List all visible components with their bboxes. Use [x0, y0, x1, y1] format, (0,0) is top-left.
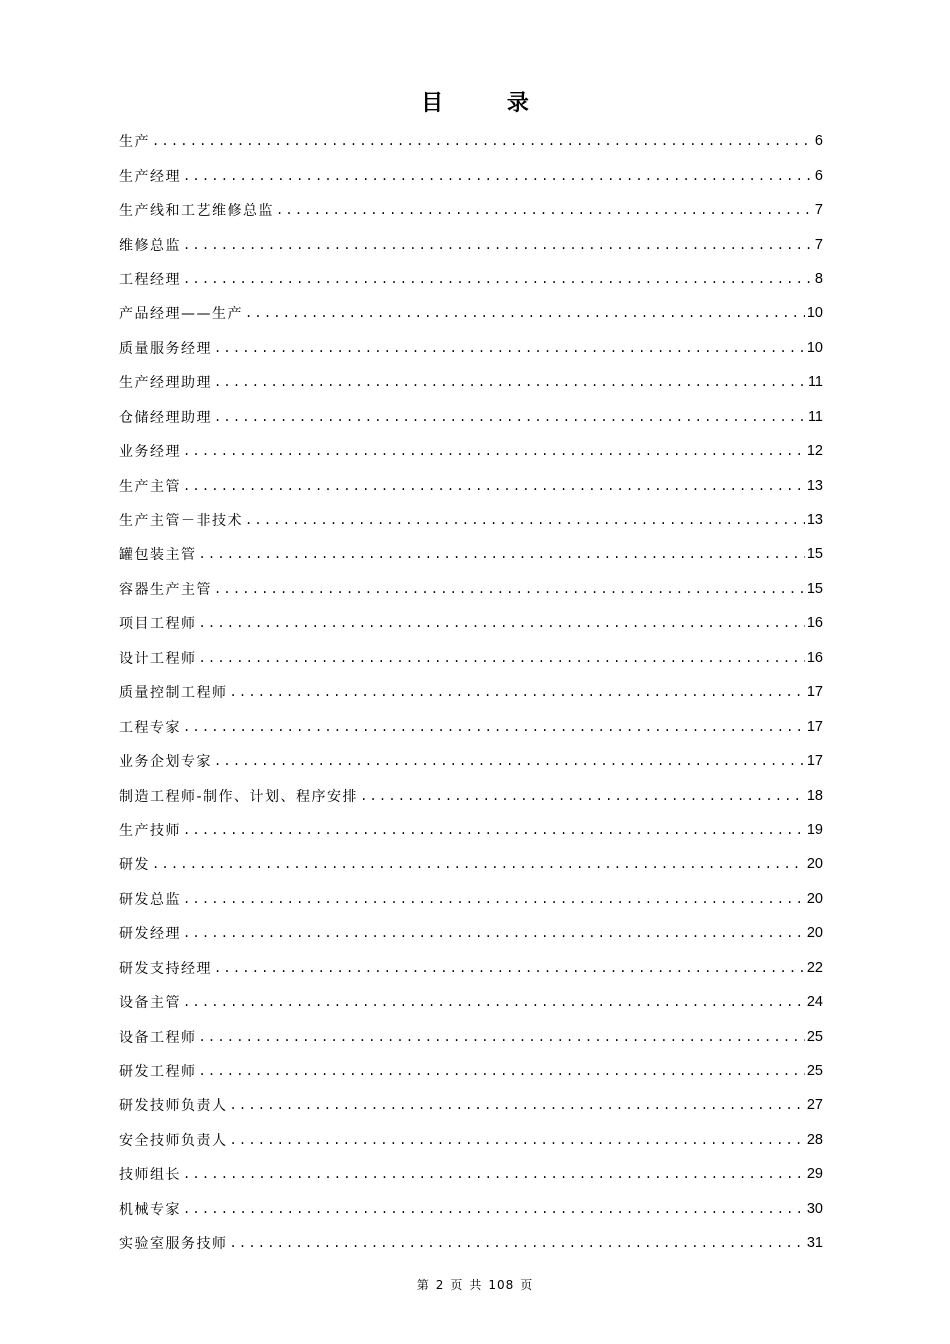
toc-entry-label: 质量控制工程师: [119, 685, 228, 702]
toc-dot-leader: [183, 823, 805, 837]
toc-dot-leader: [214, 754, 805, 768]
toc-entry[interactable]: [119, 124, 823, 158]
footer-page-word: 页: [450, 1278, 464, 1292]
toc-dot-leader: [199, 547, 805, 561]
footer-total-pages: 108: [488, 1278, 515, 1292]
toc-dot-leader: [276, 203, 813, 217]
toc-entry-label: 设计工程师: [119, 650, 197, 667]
toc-dot-leader: [214, 375, 806, 389]
toc-dot-leader: [152, 134, 813, 148]
toc-entry-page-number: 28: [806, 1131, 823, 1148]
toc-entry[interactable]: [119, 503, 823, 537]
footer-current-page: 2: [435, 1278, 445, 1292]
toc-entry[interactable]: [119, 1054, 823, 1088]
toc-entry[interactable]: [119, 744, 823, 778]
toc-entry-label: 质量服务经理: [119, 340, 212, 357]
toc-dot-leader: [183, 926, 805, 940]
toc-entry-label: 研发经理: [119, 926, 181, 943]
toc-entry-label: 研发: [119, 857, 150, 874]
toc-entry-page-number: 8: [814, 270, 823, 287]
toc-entry-page-number: 20: [806, 856, 823, 873]
toc-dot-leader: [183, 1202, 805, 1216]
toc-entry-page-number: 17: [806, 753, 823, 770]
toc-entry[interactable]: [119, 675, 823, 709]
toc-entry-page-number: 16: [806, 649, 823, 666]
toc-entry[interactable]: [119, 882, 823, 916]
toc-entry-page-number: 6: [814, 133, 823, 150]
toc-entry[interactable]: [119, 847, 823, 881]
toc-dot-leader: [214, 341, 805, 355]
toc-entry-label: 设备主管: [119, 995, 181, 1012]
toc-entry[interactable]: [119, 434, 823, 468]
toc-entry-label: 生产经理助理: [119, 375, 212, 392]
toc-entry-label: 容器生产主管: [119, 581, 212, 598]
toc-entry-label: 工程经理: [119, 271, 181, 288]
toc-entry[interactable]: [119, 400, 823, 434]
toc-entry[interactable]: [119, 606, 823, 640]
toc-entry[interactable]: [119, 1157, 823, 1191]
toc-dot-leader: [199, 1030, 805, 1044]
toc-entry[interactable]: [119, 1019, 823, 1053]
toc-entry-page-number: 11: [807, 408, 823, 425]
toc-entry-label: 生产主管: [119, 478, 181, 495]
toc-entry[interactable]: [119, 985, 823, 1019]
toc-entry-page-number: 24: [806, 994, 823, 1011]
toc-entry-page-number: 20: [806, 925, 823, 942]
toc-dot-leader: [230, 1236, 805, 1250]
toc-entry-label: 生产经理: [119, 168, 181, 185]
toc-dot-leader: [152, 857, 805, 871]
toc-entry[interactable]: [119, 537, 823, 571]
toc-dot-leader: [199, 1064, 805, 1078]
toc-entry-label: 业务企划专家: [119, 754, 212, 771]
toc-entry[interactable]: [119, 916, 823, 950]
toc-entry-page-number: 15: [806, 546, 823, 563]
toc-entry[interactable]: [119, 951, 823, 985]
toc-entry-page-number: 29: [806, 1166, 823, 1183]
toc-entry[interactable]: [119, 158, 823, 192]
toc-entry[interactable]: [119, 1192, 823, 1226]
toc-entry-label: 生产线和工艺维修总监: [119, 203, 274, 220]
toc-dot-leader: [230, 1098, 805, 1112]
toc-entry-page-number: 25: [806, 1028, 823, 1045]
toc-entry-page-number: 7: [814, 202, 823, 219]
page-footer: [0, 1276, 950, 1293]
toc-dot-leader: [183, 272, 813, 286]
toc-entry-label: 工程专家: [119, 719, 181, 736]
toc-entry-label: 实验室服务技师: [119, 1236, 228, 1253]
toc-title: 目 录: [421, 91, 557, 116]
footer-total-prefix: 共: [469, 1278, 483, 1292]
toc-entry-page-number: 17: [806, 684, 823, 701]
toc-entry[interactable]: [119, 193, 823, 227]
toc-entry-label: 研发支持经理: [119, 960, 212, 977]
toc-entry-page-number: 15: [806, 580, 823, 597]
toc-dot-leader: [183, 892, 805, 906]
toc-entry[interactable]: [119, 468, 823, 502]
toc-entry-page-number: 22: [806, 959, 823, 976]
toc-dot-leader: [214, 961, 805, 975]
footer-suffix: 页: [520, 1278, 534, 1292]
toc-entry-label: 技师组长: [119, 1167, 181, 1184]
toc-entry-label: 安全技师负责人: [119, 1132, 228, 1149]
toc-entry-page-number: 16: [806, 615, 823, 632]
toc-entry-page-number: 31: [806, 1235, 823, 1252]
toc-entry-label: 制造工程师-制作、计划、程序安排: [119, 788, 359, 805]
toc-dot-leader: [199, 616, 805, 630]
toc-entry-label: 生产: [119, 134, 150, 151]
toc-entry-label: 研发技师负责人: [119, 1098, 228, 1115]
toc-entry-page-number: 20: [806, 890, 823, 907]
toc-entry-label: 罐包装主管: [119, 547, 197, 564]
toc-entry[interactable]: [119, 365, 823, 399]
toc-entry[interactable]: [119, 227, 823, 261]
toc-entry-page-number: 10: [806, 339, 823, 356]
toc-entry-label: 业务经理: [119, 444, 181, 461]
toc-dot-leader: [183, 1167, 805, 1181]
toc-entry[interactable]: [119, 641, 823, 675]
toc-dot-leader: [230, 685, 805, 699]
toc-entry-page-number: 10: [806, 305, 823, 322]
toc-entry-label: 产品经理——生产: [119, 306, 243, 323]
toc-entry[interactable]: [119, 572, 823, 606]
toc-entry-page-number: 30: [806, 1200, 823, 1217]
toc-entry-label: 机械专家: [119, 1201, 181, 1218]
toc-dot-leader: [183, 444, 805, 458]
toc-entry-page-number: 13: [806, 512, 823, 529]
toc-dot-leader: [183, 479, 805, 493]
toc-dot-leader: [183, 169, 813, 183]
toc-entry[interactable]: [119, 296, 823, 330]
toc-dot-leader: [245, 513, 805, 527]
toc-entry[interactable]: [119, 331, 823, 365]
table-of-contents: [119, 124, 823, 1260]
toc-entry-page-number: 12: [806, 443, 823, 460]
toc-dot-leader: [183, 238, 813, 252]
toc-entry-label: 生产技师: [119, 822, 181, 839]
toc-entry[interactable]: [119, 262, 823, 296]
toc-entry-page-number: 18: [806, 787, 823, 804]
toc-entry-label: 设备工程师: [119, 1029, 197, 1046]
toc-entry-page-number: 6: [814, 167, 823, 184]
toc-entry-page-number: 27: [806, 1097, 823, 1114]
footer-prefix: 第: [416, 1278, 430, 1292]
toc-entry[interactable]: [119, 813, 823, 847]
toc-entry[interactable]: [119, 778, 823, 812]
toc-dot-leader: [360, 789, 805, 803]
toc-entry-label: 研发总监: [119, 891, 181, 908]
toc-entry-page-number: 17: [806, 718, 823, 735]
toc-entry-page-number: 7: [814, 236, 823, 253]
toc-dot-leader: [199, 651, 805, 665]
toc-entry-page-number: 13: [806, 477, 823, 494]
toc-entry[interactable]: [119, 1226, 823, 1260]
toc-entry[interactable]: [119, 1088, 823, 1122]
toc-dot-leader: [214, 410, 806, 424]
toc-entry-page-number: 11: [807, 374, 823, 391]
toc-entry-label: 项目工程师: [119, 616, 197, 633]
toc-dot-leader: [183, 720, 805, 734]
toc-entry-label: 研发工程师: [119, 1064, 197, 1081]
toc-entry-page-number: 25: [806, 1063, 823, 1080]
toc-dot-leader: [214, 582, 805, 596]
toc-entry[interactable]: [119, 1123, 823, 1157]
toc-dot-leader: [245, 306, 805, 320]
toc-entry-label: 生产主管－非技术: [119, 513, 243, 530]
toc-entry-label: 维修总监: [119, 237, 181, 254]
toc-dot-leader: [183, 995, 805, 1009]
toc-entry-label: 仓储经理助理: [119, 409, 212, 426]
toc-entry-page-number: 19: [806, 821, 823, 838]
toc-dot-leader: [230, 1133, 805, 1147]
toc-entry[interactable]: [119, 709, 823, 743]
